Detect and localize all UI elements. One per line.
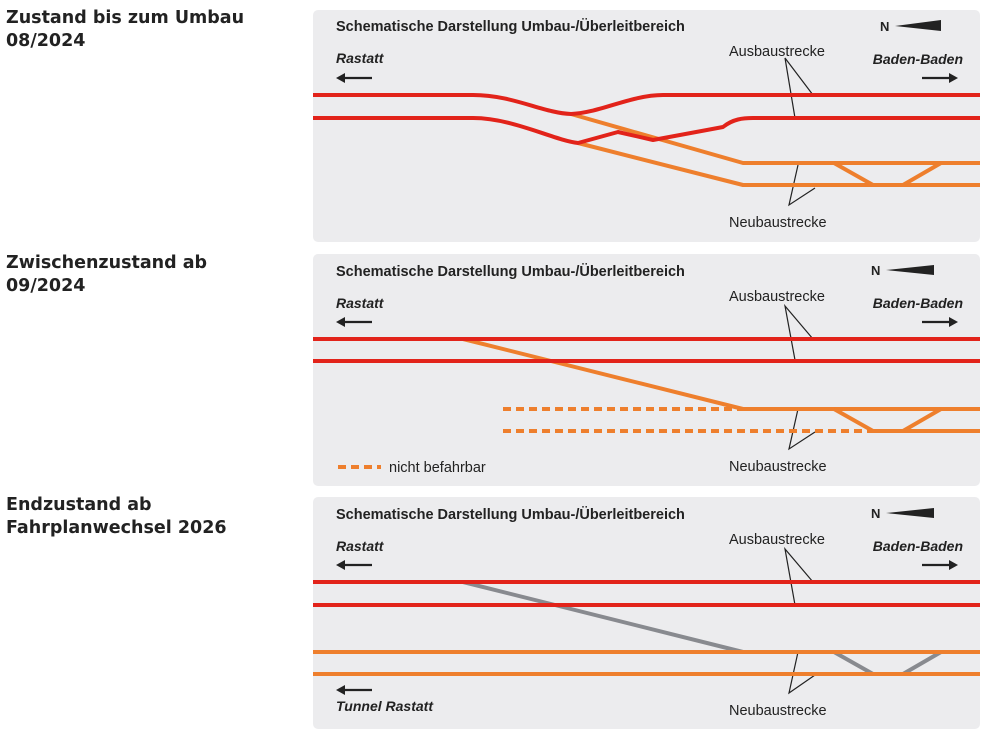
state-3-track-schematic — [313, 497, 980, 729]
north-arrow-icon — [886, 265, 934, 275]
new-track-crossover — [834, 409, 941, 431]
arrow-right-icon — [922, 560, 958, 570]
diagram-title: Schematische Darstellung Umbau-/Überleitbereich — [336, 19, 685, 35]
rastatt-label: Rastatt — [336, 538, 384, 554]
state-1-track-schematic — [313, 10, 980, 242]
state-3-heading-line-1: Endzustand ab — [6, 495, 152, 515]
ausbaustrecke-label: Ausbaustrecke — [729, 532, 825, 548]
state-2-heading-line-1: Zwischenzustand ab — [6, 253, 208, 273]
state-2-track-schematic — [313, 254, 980, 486]
state-2-heading — [6, 252, 296, 298]
north-arrow-icon — [886, 508, 934, 518]
tunnel-rastatt-label: Tunnel Rastatt — [336, 698, 433, 714]
existing-track-upper — [313, 95, 980, 114]
arrow-right-icon — [922, 73, 958, 83]
arrow-right-icon — [922, 317, 958, 327]
state-2-heading-line-2: 09/2024 — [6, 276, 86, 296]
state-1-heading-line-2: 08/2024 — [6, 31, 86, 51]
state-2-diagram — [313, 254, 980, 486]
state-3-heading-line-2: Fahrplanwechsel 2026 — [6, 518, 227, 538]
arrow-left-icon — [336, 685, 372, 695]
baden-baden-label: Baden-Baden — [872, 51, 963, 67]
crossover-track — [463, 582, 743, 652]
north-label: N — [871, 506, 881, 521]
north-label: N — [880, 19, 890, 34]
north-label: N — [871, 263, 881, 278]
diagram-title: Schematische Darstellung Umbau-/Überleitbereich — [336, 264, 685, 280]
diagram-title: Schematische Darstellung Umbau-/Überleitbereich — [336, 507, 685, 523]
state-1-heading — [6, 7, 296, 53]
ausbaustrecke-label: Ausbaustrecke — [729, 289, 825, 305]
arrow-left-icon — [336, 73, 372, 83]
neubaustrecke-label: Neubaustrecke — [729, 703, 827, 719]
neubaustrecke-label: Neubaustrecke — [729, 215, 827, 231]
north-arrow-icon — [895, 20, 941, 31]
legend-label: nicht befahrbar — [389, 460, 486, 476]
new-track-upper — [463, 339, 980, 409]
crossover-track-right — [834, 652, 941, 674]
arrow-left-icon — [336, 317, 372, 327]
ausbaustrecke-leader — [785, 58, 813, 118]
state-1-heading-line-1: Zustand bis zum Umbau — [6, 8, 245, 28]
rastatt-label: Rastatt — [336, 295, 384, 311]
arrow-left-icon — [336, 560, 372, 570]
neubaustrecke-label: Neubaustrecke — [729, 459, 827, 475]
state-1-diagram — [313, 10, 980, 242]
ausbaustrecke-label: Ausbaustrecke — [729, 44, 825, 60]
new-track-crossover — [834, 163, 941, 185]
rastatt-label: Rastatt — [336, 50, 384, 66]
ausbaustrecke-leader — [785, 306, 813, 360]
state-3-heading — [6, 494, 296, 540]
ausbaustrecke-leader — [785, 549, 813, 605]
existing-track-lower — [313, 118, 980, 143]
state-3-diagram — [313, 497, 980, 729]
baden-baden-label: Baden-Baden — [872, 538, 963, 554]
baden-baden-label: Baden-Baden — [872, 295, 963, 311]
